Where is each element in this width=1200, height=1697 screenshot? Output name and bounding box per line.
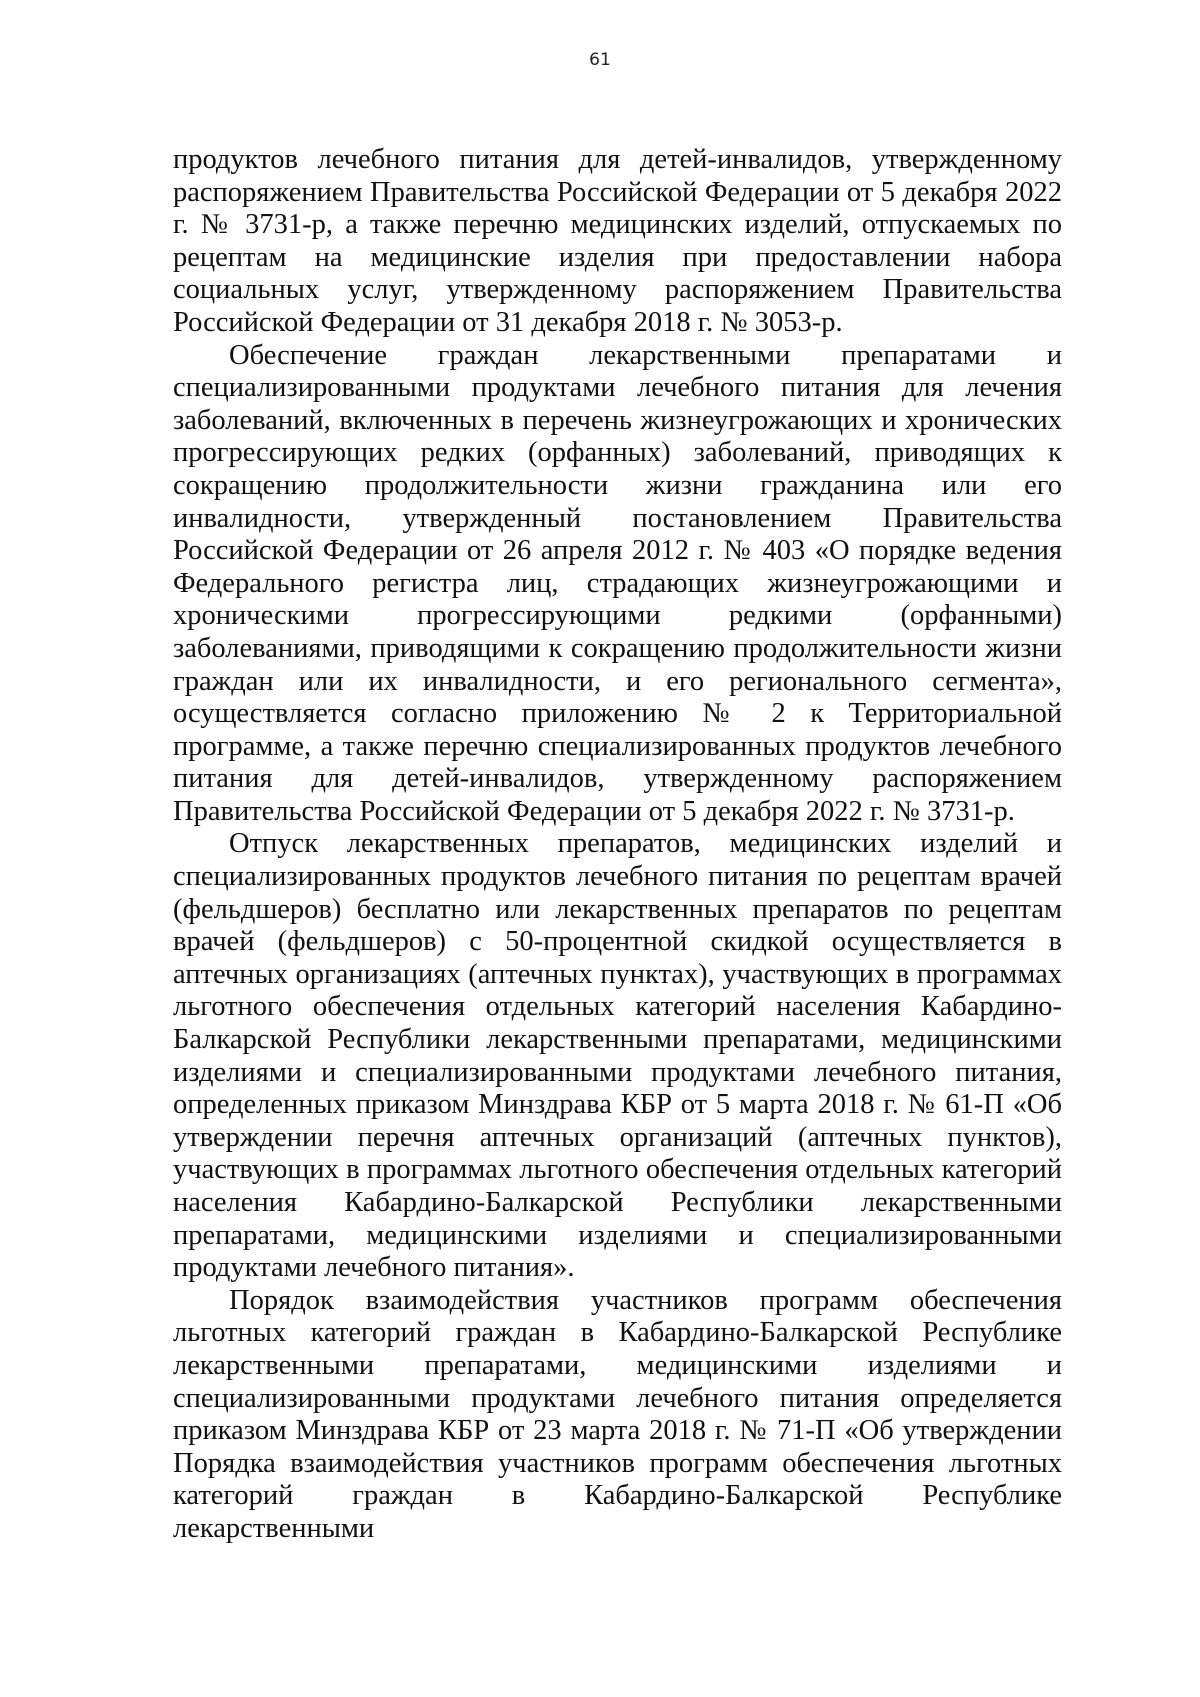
paragraph-2: Обеспечение граждан лекарственными препаратами и специализированными продуктами лечебного питания для лечения заболеваний, включенных в перечень жизнеугрожающих и хронических прогрессирующих редких (орфанных) заболеваний, приводящих к сокращению продолжительности жизни гражданина или его инвалидности, утвержденный постановлением Правительства Российской Федерации от 26 апреля 2012 г. № 403 «О порядке ведения Федерального регистра лиц, страдающих жизнеугрожающими и хроническими прогрессирующими редкими (орфанными) заболеваниями, приводящими к сокращению продолжительности жизни граждан или их инвалидности, и его регионального сегмента», осуществляется согласно приложению № 2 к Территориальной программе, а также перечню специализированных продуктов лечебного питания для детей-инвалидов, утвержденному распоряжением Правительства Российской Федерации от 5 декабря 2022 г. № 3731-р. [173,339,1062,827]
page-number: 61 [589,50,611,70]
body-text [173,144,1062,1546]
paragraph-4: Порядок взаимодействия участников программ обеспечения льготных категорий граждан в Кабардино-Балкарской Республике лекарственными препаратами, медицинскими изделиями и специализированными продуктами лечебного питания определяется приказом Минздрава КБР от 23 марта 2018 г. № 71-П «Об утверждении Порядка взаимодействия участников программ обеспечения льготных категорий граждан в Кабардино-Балкарской Республике лекарственными [173,1284,1062,1544]
paragraph-1: продуктов лечебного питания для детей-инвалидов, утвержденному распоряжением Правительства Российской Федерации от 5 декабря 2022 г. № 3731-р, а также перечню медицинских изделий, отпускаемых по рецептам на медицинские изделия при предоставлении набора социальных услуг, утвержденному распоряжением Правительства Российской Федерации от 31 декабря 2018 г. № 3053-р. [173,144,1062,338]
paragraph-3: Отпуск лекарственных препаратов, медицинских изделий и специализированных продуктов лечебного питания по рецептам врачей (фельдшеров) бесплатно или лекарственных препаратов по рецептам врачей (фельдшеров) с 50-процентной скидкой осуществляется в аптечных организациях (аптечных пунктах), участвующих в программах льготного обеспечения отдельных категорий населения Кабардино-Балкарской Республики лекарственными препаратами, медицинскими изделиями и специализированными продуктами лечебного питания, определенных приказом Минздрава КБР от 5 марта 2018 г. № 61-П «Об утверждении перечня аптечных организаций (аптечных пунктов), участвующих в программах льготного обеспечения отдельных категорий населения Кабардино-Балкарской Республики лекарственными препаратами, медицинскими изделиями и специализированными продуктами лечебного питания». [173,828,1062,1284]
